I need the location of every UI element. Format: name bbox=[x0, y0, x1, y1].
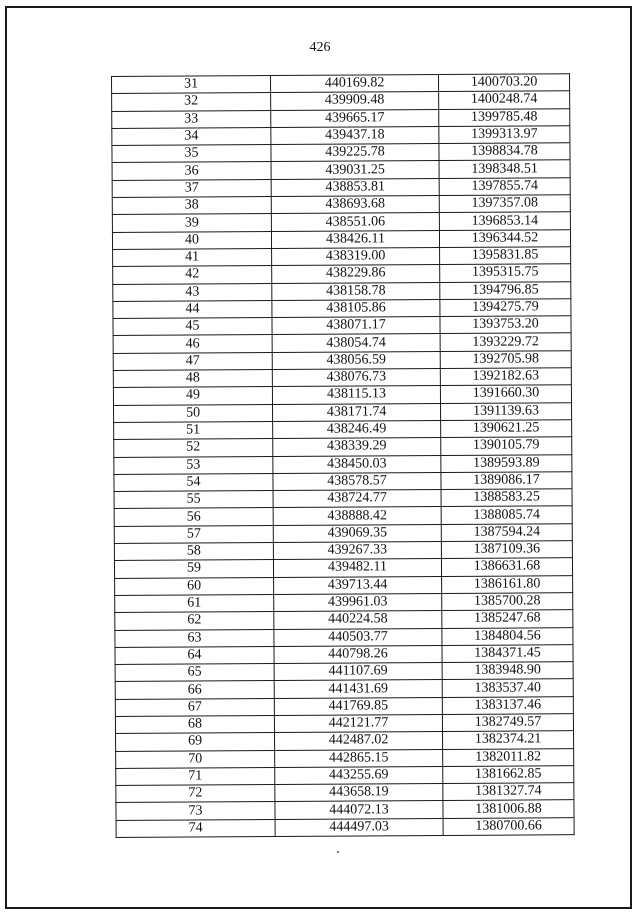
easting-cell: 444497.03 bbox=[275, 818, 443, 836]
northing-cell: 1398348.51 bbox=[439, 160, 570, 178]
easting-cell: 438693.68 bbox=[271, 196, 439, 214]
easting-cell: 438115.13 bbox=[272, 386, 440, 404]
northing-cell: 1388583.25 bbox=[441, 489, 572, 507]
northing-cell: 1395831.85 bbox=[440, 247, 571, 265]
easting-cell: 438724.77 bbox=[273, 490, 441, 508]
point-number-cell: 70 bbox=[116, 750, 275, 768]
easting-cell: 438853.81 bbox=[271, 178, 439, 196]
point-number-cell: 53 bbox=[114, 456, 273, 474]
point-number-cell: 58 bbox=[114, 543, 273, 561]
point-number-cell: 56 bbox=[114, 508, 273, 526]
easting-cell: 440798.26 bbox=[274, 645, 442, 663]
easting-cell: 439713.44 bbox=[274, 576, 442, 594]
point-number-cell: 50 bbox=[114, 404, 273, 422]
easting-cell: 438450.03 bbox=[273, 455, 441, 473]
coordinate-table-body bbox=[112, 74, 575, 838]
northing-cell: 1390621.25 bbox=[441, 420, 572, 438]
point-number-cell: 40 bbox=[112, 231, 271, 249]
northing-cell: 1386631.68 bbox=[441, 558, 572, 576]
easting-cell: 441431.69 bbox=[274, 680, 442, 698]
northing-cell: 1386161.80 bbox=[442, 575, 573, 593]
easting-cell: 443255.69 bbox=[275, 766, 443, 784]
point-number-cell: 60 bbox=[115, 577, 274, 595]
page-speck bbox=[337, 851, 339, 853]
northing-cell: 1384371.45 bbox=[442, 644, 573, 662]
easting-cell: 438246.49 bbox=[273, 420, 441, 438]
northing-cell: 1399313.97 bbox=[439, 126, 570, 144]
point-number-cell: 51 bbox=[114, 421, 273, 439]
easting-cell: 439267.33 bbox=[273, 542, 441, 560]
easting-cell: 438578.57 bbox=[273, 472, 441, 490]
northing-cell: 1389086.17 bbox=[441, 472, 572, 490]
easting-cell: 440503.77 bbox=[274, 628, 442, 646]
easting-cell: 438339.29 bbox=[273, 438, 441, 456]
point-number-cell: 34 bbox=[112, 127, 271, 145]
point-number-cell: 42 bbox=[113, 266, 272, 284]
point-number-cell: 48 bbox=[113, 370, 272, 388]
northing-cell: 1390105.79 bbox=[441, 437, 572, 455]
point-number-cell: 46 bbox=[113, 335, 272, 353]
easting-cell: 439961.03 bbox=[274, 593, 442, 611]
table-row bbox=[116, 817, 574, 837]
easting-cell: 442865.15 bbox=[275, 749, 443, 767]
northing-cell: 1397357.08 bbox=[439, 195, 570, 213]
easting-cell: 438071.17 bbox=[272, 317, 440, 335]
point-number-cell: 59 bbox=[114, 560, 273, 578]
point-number-cell: 39 bbox=[112, 214, 271, 232]
easting-cell: 444072.13 bbox=[275, 801, 443, 819]
point-number-cell: 74 bbox=[116, 819, 275, 837]
northing-cell: 1396344.52 bbox=[439, 229, 570, 247]
easting-cell: 438319.00 bbox=[272, 247, 440, 265]
northing-cell: 1400248.74 bbox=[439, 91, 570, 109]
easting-cell: 439482.11 bbox=[273, 559, 441, 577]
point-number-cell: 55 bbox=[114, 491, 273, 509]
northing-cell: 1391139.63 bbox=[441, 402, 572, 420]
easting-cell: 438056.59 bbox=[272, 351, 440, 369]
northing-cell: 1393229.72 bbox=[440, 333, 571, 351]
point-number-cell: 65 bbox=[115, 664, 274, 682]
point-number-cell: 54 bbox=[114, 473, 273, 491]
point-number-cell: 73 bbox=[116, 802, 275, 820]
easting-cell: 438158.78 bbox=[272, 282, 440, 300]
point-number-cell: 43 bbox=[113, 283, 272, 301]
northing-cell: 1383137.46 bbox=[442, 696, 573, 714]
northing-cell: 1393753.20 bbox=[440, 316, 571, 334]
point-number-cell: 67 bbox=[115, 698, 274, 716]
point-number-cell: 41 bbox=[113, 248, 272, 266]
northing-cell: 1381006.88 bbox=[443, 800, 574, 818]
easting-cell: 441107.69 bbox=[274, 663, 442, 681]
northing-cell: 1399785.48 bbox=[439, 108, 570, 126]
northing-cell: 1387594.24 bbox=[441, 523, 572, 541]
easting-cell: 438054.74 bbox=[272, 334, 440, 352]
point-number-cell: 35 bbox=[112, 145, 271, 163]
point-number-cell: 44 bbox=[113, 300, 272, 318]
northing-cell: 1383948.90 bbox=[442, 662, 573, 680]
northing-cell: 1381662.85 bbox=[443, 766, 574, 784]
northing-cell: 1382749.57 bbox=[442, 714, 573, 732]
easting-cell: 439909.48 bbox=[271, 92, 439, 110]
northing-cell: 1381327.74 bbox=[443, 783, 574, 801]
northing-cell: 1383537.40 bbox=[442, 679, 573, 697]
northing-cell: 1392705.98 bbox=[440, 350, 571, 368]
coordinate-table-container bbox=[111, 73, 574, 838]
point-number-cell: 33 bbox=[112, 110, 271, 128]
easting-cell: 443658.19 bbox=[275, 784, 443, 802]
easting-cell: 438076.73 bbox=[272, 369, 440, 387]
point-number-cell: 31 bbox=[112, 76, 271, 94]
northing-cell: 1398834.78 bbox=[439, 143, 570, 161]
easting-cell: 438888.42 bbox=[273, 507, 441, 525]
point-number-cell: 57 bbox=[114, 525, 273, 543]
easting-cell: 440224.58 bbox=[274, 611, 442, 629]
point-number-cell: 32 bbox=[112, 93, 271, 111]
easting-cell: 439031.25 bbox=[271, 161, 439, 179]
point-number-cell: 66 bbox=[115, 681, 274, 699]
easting-cell: 438426.11 bbox=[271, 230, 439, 248]
point-number-cell: 47 bbox=[113, 352, 272, 370]
point-number-cell: 61 bbox=[115, 594, 274, 612]
point-number-cell: 71 bbox=[116, 767, 275, 785]
point-number-cell: 36 bbox=[112, 162, 271, 180]
northing-cell: 1382374.21 bbox=[443, 731, 574, 749]
easting-cell: 442121.77 bbox=[274, 714, 442, 732]
northing-cell: 1397855.74 bbox=[439, 177, 570, 195]
northing-cell: 1396853.14 bbox=[439, 212, 570, 230]
easting-cell: 439225.78 bbox=[271, 144, 439, 162]
point-number-cell: 64 bbox=[115, 646, 274, 664]
northing-cell: 1384804.56 bbox=[442, 627, 573, 645]
point-number-cell: 63 bbox=[115, 629, 274, 647]
point-number-cell: 37 bbox=[112, 179, 271, 197]
northing-cell: 1382011.82 bbox=[443, 748, 574, 766]
easting-cell: 439665.17 bbox=[271, 109, 439, 127]
northing-cell: 1385700.28 bbox=[442, 593, 573, 611]
northing-cell: 1394796.85 bbox=[440, 281, 571, 299]
point-number-cell: 45 bbox=[113, 318, 272, 336]
easting-cell: 438551.06 bbox=[271, 213, 439, 231]
point-number-cell: 52 bbox=[114, 439, 273, 457]
northing-cell: 1400703.20 bbox=[438, 74, 569, 92]
page-number: 426 bbox=[309, 40, 331, 55]
easting-cell: 439437.18 bbox=[271, 126, 439, 144]
point-number-cell: 49 bbox=[113, 387, 272, 405]
northing-cell: 1387109.36 bbox=[441, 541, 572, 559]
easting-cell: 440169.82 bbox=[271, 74, 439, 92]
coordinate-table bbox=[111, 73, 575, 838]
point-number-cell: 38 bbox=[112, 197, 271, 215]
easting-cell: 438171.74 bbox=[273, 403, 441, 421]
northing-cell: 1388085.74 bbox=[441, 506, 572, 524]
easting-cell: 442487.02 bbox=[275, 732, 443, 750]
point-number-cell: 68 bbox=[115, 715, 274, 733]
northing-cell: 1380700.66 bbox=[443, 817, 574, 835]
easting-cell: 438105.86 bbox=[272, 299, 440, 317]
northing-cell: 1394275.79 bbox=[440, 299, 571, 317]
point-number-cell: 69 bbox=[116, 733, 275, 751]
easting-cell: 441769.85 bbox=[274, 697, 442, 715]
easting-cell: 439069.35 bbox=[273, 524, 441, 542]
northing-cell: 1392182.63 bbox=[440, 368, 571, 386]
northing-cell: 1385247.68 bbox=[442, 610, 573, 628]
point-number-cell: 62 bbox=[115, 612, 274, 630]
easting-cell: 438229.86 bbox=[272, 265, 440, 283]
northing-cell: 1395315.75 bbox=[440, 264, 571, 282]
northing-cell: 1389593.89 bbox=[441, 454, 572, 472]
northing-cell: 1391660.30 bbox=[440, 385, 571, 403]
point-number-cell: 72 bbox=[116, 785, 275, 803]
